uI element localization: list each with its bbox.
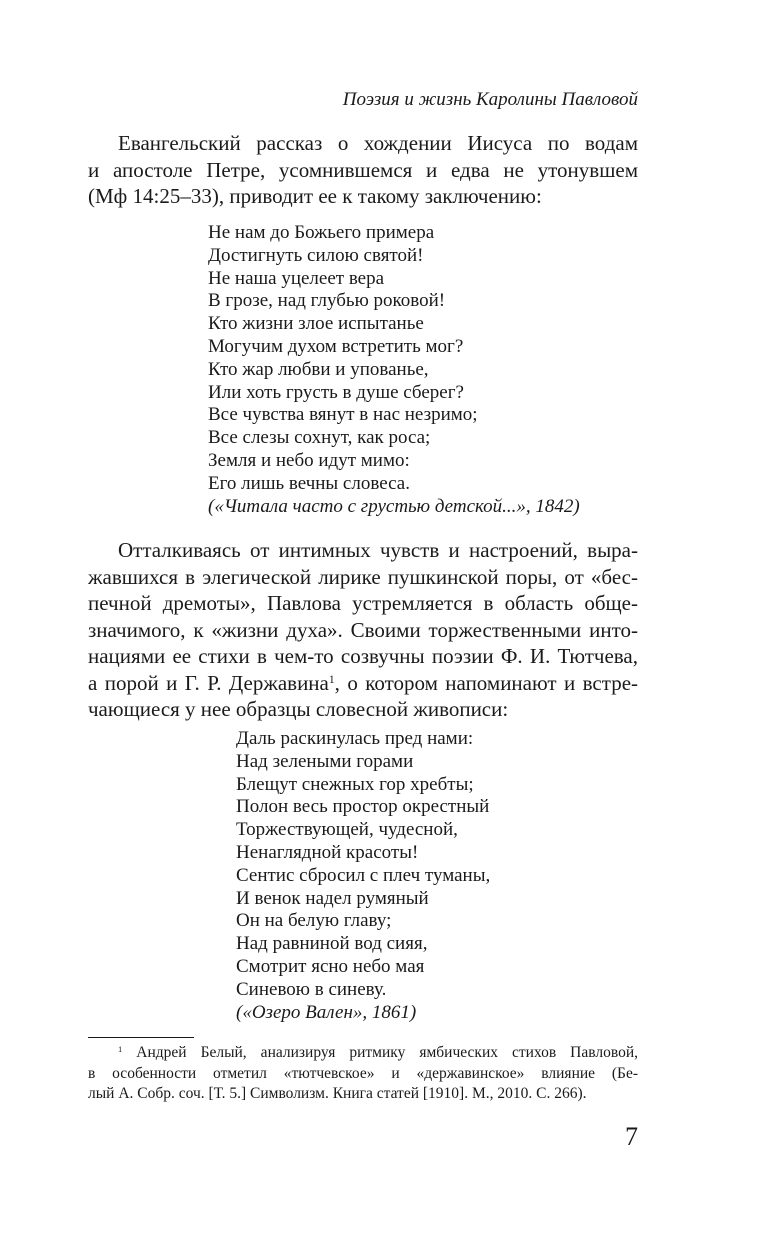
poem-line: Его лишь вечны словеса. <box>208 472 410 494</box>
footnote-line <box>88 1043 638 1064</box>
paragraph-gospel <box>88 130 638 210</box>
poem-line: Не нам до Божьего примера <box>208 222 435 243</box>
poem-line: Он на белую главу; <box>236 910 392 932</box>
paragraph-line-part: а порой и Г. Р. Державина <box>88 670 329 695</box>
poem-line: Смотрит ясно небо мая <box>236 955 425 977</box>
book-page <box>88 0 638 1240</box>
footnote-divider <box>88 1037 194 1038</box>
paragraph-line: чающиеся у нее образцы словесной живописи: <box>88 697 509 721</box>
poem-line: Кто жар любви и упованье, <box>208 358 429 380</box>
footnote-line: лый А. Собр. соч. [Т. 5.] Символизм. Книга статей [1910]. М., 2010. С. 266). <box>88 1085 587 1102</box>
footnote-line-text: Андрей Белый, анализируя ритмику ямбических стихов Павловой, <box>122 1044 638 1061</box>
footnote-line: в особенности отметил «тютчевское» и «державинское» влияние (Бе- <box>88 1064 638 1082</box>
paragraph-pavlova <box>88 537 638 723</box>
paragraph-line: нациями ее стихи в чем-то созвучны поэзии Ф. И. Тютчева, <box>88 644 638 668</box>
poem-line: Все слезы сохнут, как роса; <box>208 427 431 449</box>
poem-line: Кто жизни злое испытанье <box>208 313 424 335</box>
poem-line: Над равниной вод сияя, <box>236 933 428 955</box>
poem-attribution: («Озеро Вален», 1861) <box>236 1001 417 1023</box>
paragraph-line: и апостоле Петре, усомнившемся и едва не утонувшем <box>88 157 638 182</box>
poem-line: Торжествующей, чудесной, <box>236 819 458 841</box>
paragraph-line <box>88 670 638 697</box>
paragraph-line: (Мф 14:25–33), приводит ее к такому заключению: <box>88 184 542 208</box>
poem-line: Над зелеными горами <box>236 750 414 772</box>
poem-line: Достигнуть силою святой! <box>208 244 424 266</box>
poem-line: Или хоть грусть в душе сберег? <box>208 381 464 403</box>
poem-line: Все чувства вянут в нас незримо; <box>208 404 478 426</box>
poem-line: Земля и небо идут мимо: <box>208 449 410 471</box>
footnote <box>88 1043 638 1105</box>
running-header: Поэзия и жизнь Каролины Павловой <box>342 89 638 110</box>
page-number: 7 <box>625 1122 638 1151</box>
poem-not-for-us <box>208 222 580 518</box>
poem-lake-walen <box>236 728 490 1024</box>
paragraph-line: значимого, к «жизни духа». Своими торжественными инто- <box>88 617 638 642</box>
poem-attribution: («Читала часто с грустью детской...», 1842) <box>208 495 580 517</box>
poem-line: Не наша уцелеет вера <box>208 267 385 289</box>
poem-line: Полон весь простор окрестный <box>236 796 490 818</box>
footnote-marker: 1 <box>118 1043 123 1054</box>
poem-line: Блещут снежных гор хребты; <box>236 773 474 795</box>
poem-line: Даль раскинулась пред нами: <box>236 728 474 749</box>
paragraph-line: Отталкиваясь от интимных чувств и настроений, выра- <box>118 538 638 562</box>
paragraph-line-part: , о котором напоминают и встре- <box>334 670 639 695</box>
poem-line: Сентис сбросил с плеч туманы, <box>236 864 491 886</box>
poem-line: Синевою в синеву. <box>236 978 387 1000</box>
poem-line: И венок надел румяный <box>236 887 429 909</box>
paragraph-line: печной дремоты», Павлова устремляется в область обще- <box>88 591 638 615</box>
poem-line: В грозе, над глубью роковой! <box>208 290 446 312</box>
poem-line: Ненаглядной красоты! <box>236 841 419 863</box>
paragraph-line: Евангельский рассказ о хождении Иисуса по водам <box>118 131 638 155</box>
footnote-reference: 1 <box>328 673 335 686</box>
paragraph-line: жавшихся в элегической лирике пушкинской поры, от «бес- <box>88 564 638 589</box>
poem-line: Могучим духом встретить мог? <box>208 335 464 357</box>
